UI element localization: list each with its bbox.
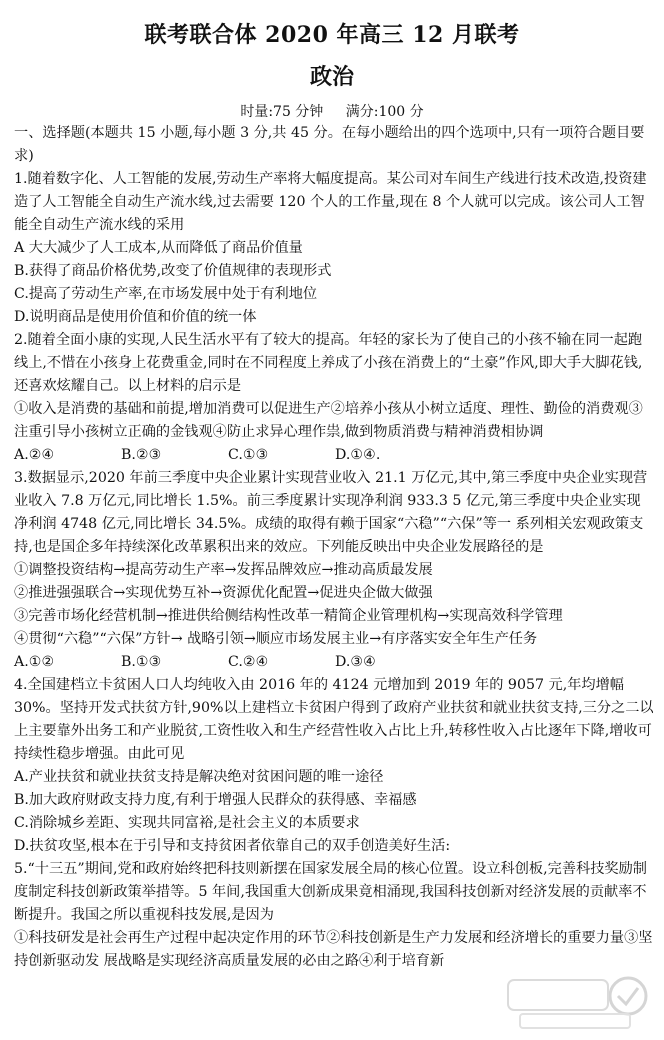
q3-item-3: ③完善市场化经营机制→推进供给侧结构性改革一精简企业管理机构→实现高效科学管理 xyxy=(14,608,563,624)
q3-item-2: ②推进强强联合→实现优势互补→资源优化配置→促进央企做大做强 xyxy=(14,585,433,601)
q3-option-d: D.③④ xyxy=(335,654,376,670)
q1-option-a: A 大大减少了人工成本,从而降低了商品价值量 xyxy=(14,240,303,256)
exam-content xyxy=(14,122,654,973)
q1-option-c: C.提高了劳动生产率,在市场发展中处于有利地位 xyxy=(14,286,318,302)
subject-title: 政治 xyxy=(309,64,354,90)
q2-option-d: D.①④. xyxy=(335,447,381,463)
q1-option-d: D.说明商品是使用价值和价值的统一体 xyxy=(14,309,257,325)
q2-options xyxy=(14,444,654,467)
watermark-logo-icon xyxy=(500,974,650,1032)
exam-title: 联考联合体 2020 年高三 12 月联考 xyxy=(144,22,520,48)
q3-option-b: B.①③ xyxy=(121,654,162,670)
q4-stem: 4.全国建档立卡贫困人口人均纯收入由 2016 年的 4124 元增加到 2019 年的 9057 元,年均增幅 30%。坚持开发式扶贫方针,90%以上建档立卡贫困户得到了政府产业扶贫和就业扶贫支持,三分之二以上主要靠外出务工和产业脱贫,工资性收入和生产经营性收入占比上升,转移性收入占比逐年下降,增收可持续性稳步增强。由此可见 xyxy=(14,677,654,762)
q2-items: ①收入是消费的基础和前提,增加消费可以促进生产②培养小孩从小树立适度、理性、勤俭的消费观③注重引导小孩树立正确的金钱观④防止求异心理作祟,做到物质消费与精神消费相协调 xyxy=(14,401,643,440)
q4-option-a: A.产业扶贫和就业扶贫支持是解决绝对贫困问题的唯一途径 xyxy=(14,769,384,785)
section-heading: 一、选择题(本题共 15 小题,每小题 3 分,共 45 分。在每小题给出的四个选项中,只有一项符合题目要求) xyxy=(14,125,645,164)
q1-stem: 1.随着数字化、人工智能的发展,劳动生产率将大幅度提高。某公司对车间生产线进行技术改造,投资建造了人工智能全自动生产流水线,过去需要 120 个人的工作量,现在 8 个人就可以完成。该公司人工智能全自动生产流水线的采用 xyxy=(14,171,647,233)
q2-option-b: B.②③ xyxy=(121,447,162,463)
time-limit: 时量:75 分钟 xyxy=(240,104,324,120)
q5-stem: 5.“十三五”期间,党和政府始终把科技则新摆在国家发展全局的核心位置。设立科创板,完善科技奖励制度制定科技创新政策举措等。5 年间,我国重大创新成果竟相涌现,我国科技创新对经济发展的贡献率不断提升。我国之所以重视科技发展,是因为 xyxy=(14,861,647,923)
q4-option-c: C.消除城乡差距、实现共同富裕,是社会主义的本质要求 xyxy=(14,815,360,831)
q1-option-b: B.获得了商品价格优势,改变了价值规律的表现形式 xyxy=(14,263,332,279)
q4-option-b: B.加大政府财政支持力度,有利于增强人民群众的获得感、幸福感 xyxy=(14,792,417,808)
exam-meta xyxy=(0,101,664,121)
full-score: 满分:100 分 xyxy=(345,104,424,120)
q3-option-c: C.②④ xyxy=(228,654,269,670)
q4-option-d: D.扶贫攻坚,根本在于引导和支持贫困者依靠自己的双手创造美好生活: xyxy=(14,838,451,854)
q3-options xyxy=(14,651,654,674)
q3-item-4: ④贯彻“六稳”“六保”方针→ 战略引领→顺应市场发展主业→有序落实安全年生产任务 xyxy=(14,631,538,647)
q3-stem: 3.数据显示,2020 年前三季度中央企业累计实现营业收入 21.1 万亿元,其中,第三季度中央企业实现营业收入 7.8 万亿元,同比增长 1.5%。前三季度累计实现净利润 933.3 5 亿元,第三季度中央企业实现净利润 4748 亿元,同比增长 34.5%。成绩的取得有赖于国家“六稳”“六保”等一 系列相关宏观政策支持,也是国企多年持续深化改革累积出来的效应。下列能反映出中央企业发展路径的是 xyxy=(14,470,648,555)
q3-item-1: ①调整投资结构→提高劳动生产率→发挥品牌效应→推动高质最发展 xyxy=(14,562,433,578)
q2-stem: 2.随着全面小康的实现,人民生活水平有了较大的提高。年轻的家长为了使自己的小孩不输在同一起跑线上,不惜在小孩身上花费重金,同时在不同程度上养成了小孩在消费上的“土豪”作风,即大手大脚花钱,还喜欢炫耀自己。以上材料的启示是 xyxy=(14,332,643,394)
q5-items: ①科技研发是社会再生产过程中起决定作用的环节②科技创新是生产力发展和经济增长的重要力量③坚持创新驱动发 展战略是实现经济高质量发展的必由之路④利于培育新 xyxy=(14,930,653,969)
q3-option-a: A.①② xyxy=(14,654,55,670)
q2-option-c: C.①③ xyxy=(228,447,269,463)
q2-option-a: A.②④ xyxy=(14,447,55,463)
